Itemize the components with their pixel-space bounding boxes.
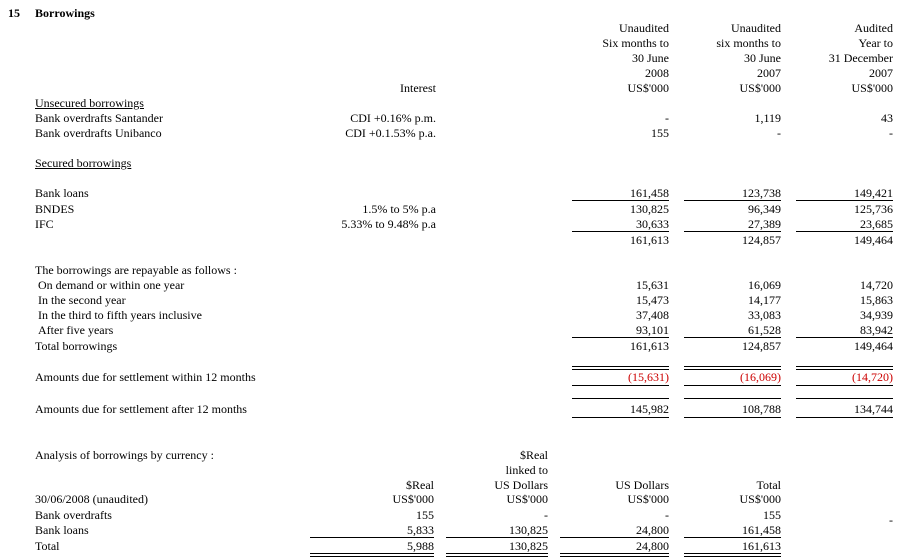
- divider: [684, 553, 781, 554]
- section-title: Borrowings: [35, 6, 95, 20]
- divider: [684, 200, 781, 201]
- divider: [684, 417, 781, 418]
- divider: [572, 231, 669, 232]
- divider: [572, 337, 669, 338]
- unsecured-heading: Unsecured borrowings: [35, 96, 144, 110]
- secured-heading: Secured borrowings: [35, 156, 132, 170]
- divider: [572, 385, 669, 386]
- divider: [310, 537, 434, 538]
- divider: [684, 398, 781, 399]
- divider: [684, 537, 781, 538]
- extra-dash: -: [889, 513, 893, 527]
- divider: [560, 537, 669, 538]
- currency-date-label: 30/06/2008 (unaudited): [35, 492, 148, 506]
- divider: [796, 366, 893, 367]
- divider: [572, 366, 669, 367]
- divider: [796, 398, 893, 399]
- interest-header: Interest: [400, 81, 436, 95]
- divider: [446, 556, 548, 557]
- divider: [572, 200, 669, 201]
- divider: [310, 556, 434, 557]
- section-number: 15: [8, 6, 20, 20]
- divider: [684, 556, 781, 557]
- divider: [796, 231, 893, 232]
- divider: [684, 231, 781, 232]
- divider: [560, 553, 669, 554]
- divider: [684, 366, 781, 367]
- divider: [796, 417, 893, 418]
- divider: [572, 398, 669, 399]
- divider: [796, 337, 893, 338]
- divider: [796, 385, 893, 386]
- divider: [310, 553, 434, 554]
- divider: [446, 537, 548, 538]
- repayable-heading: The borrowings are repayable as follows :: [35, 263, 237, 277]
- divider: [560, 556, 669, 557]
- currency-heading: Analysis of borrowings by currency :: [35, 448, 214, 462]
- divider: [446, 553, 548, 554]
- divider: [572, 417, 669, 418]
- divider: [684, 385, 781, 386]
- divider: [796, 200, 893, 201]
- divider: [684, 337, 781, 338]
